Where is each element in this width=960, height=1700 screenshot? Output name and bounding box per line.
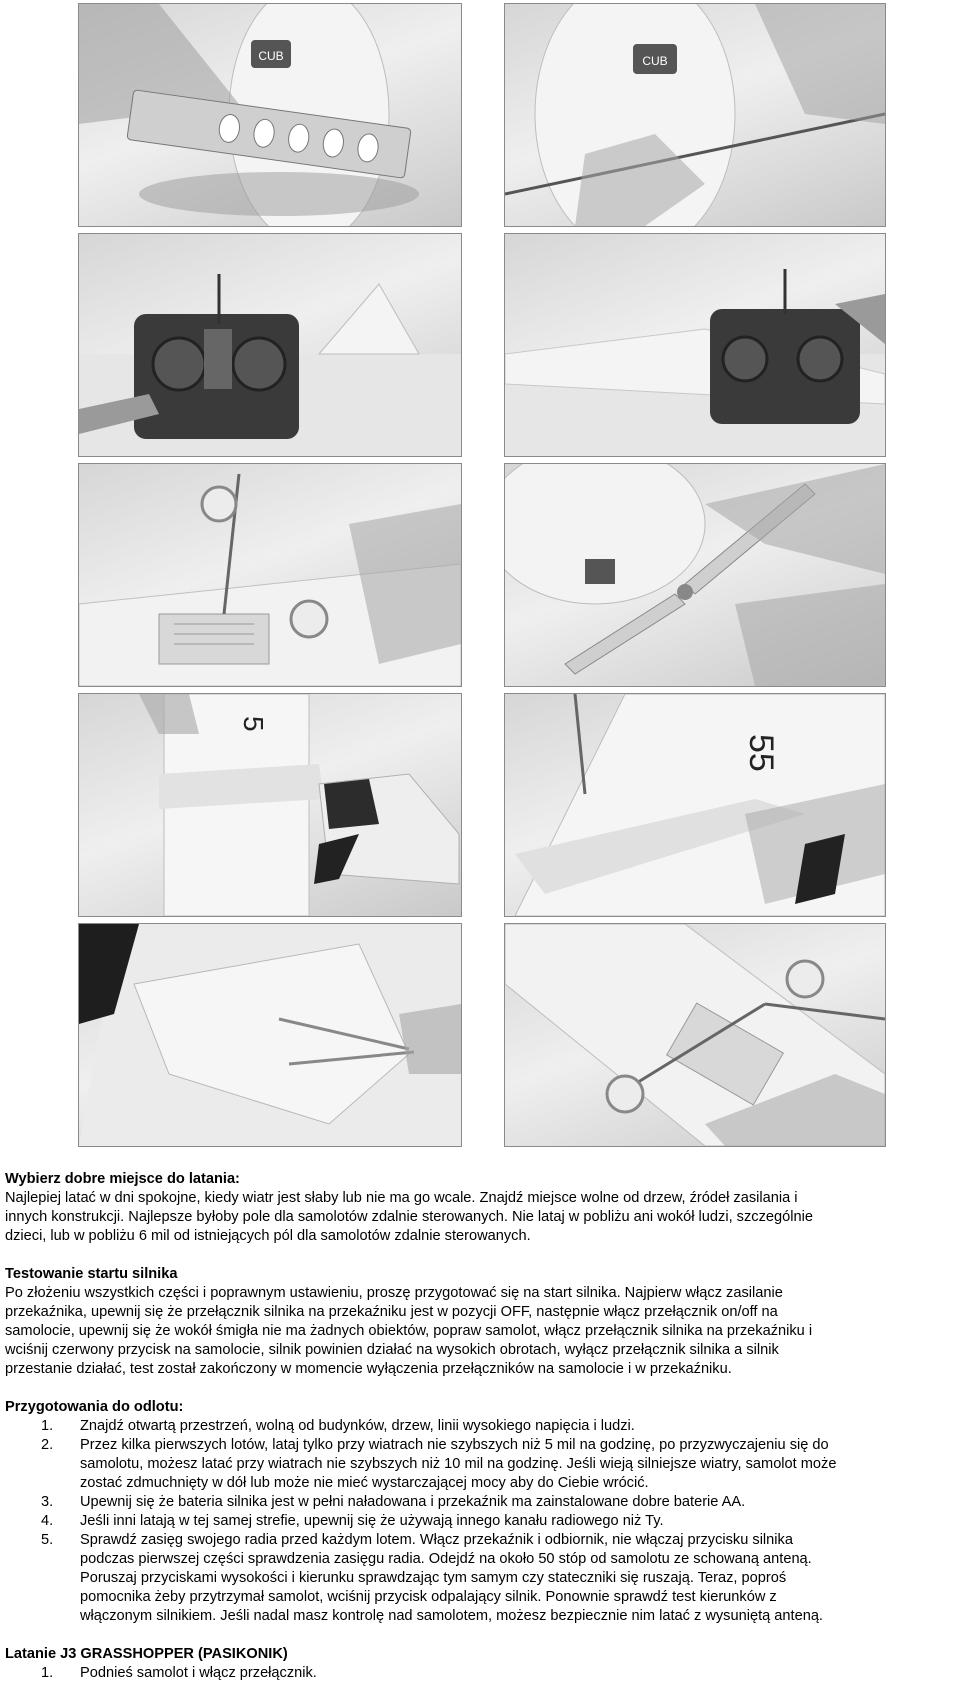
list-number: 1. [41,1665,54,1681]
heading-flying: Latanie J3 GRASSHOPPER (PASIKONIK) [5,1646,288,1662]
wing-number: 5 [238,716,269,732]
list-item [5,1493,950,1512]
list-number: 5. [41,1532,54,1548]
section-flying-place [5,1170,950,1246]
paragraph-line: samolocie, upewnij się że wokół śmigła nie ma żadnych obiektów, popraw samolot, włącz przełącznik silnika na przekaźniku i [5,1323,813,1339]
photo-landing-gear [78,463,462,687]
photo-icon [505,694,885,916]
heading-preflight: Przygotowania do odlotu: [5,1399,184,1415]
paragraph-line: wciśnij czerwony przycisk na samolocie, silnik powinien działać na wysokich obrotach, wyłącz przełącznik silnika a silnik [5,1342,779,1358]
logo-text: CUB [258,49,284,63]
paragraph-line: dzieci, lub w pobliżu 6 mil od istniejących pól dla samolotów zdalnie sterowanych. [5,1228,531,1244]
section-engine-test [5,1265,950,1379]
photo-tail-pushrod [504,3,886,227]
list-line: Poruszaj przyciskami wysokości i kierunku sprawdzając tym samym czy statecznikі się ruszają. Teraz, poproś [80,1570,787,1586]
heading-engine-test: Testowanie startu silnika [5,1266,178,1282]
list-item [5,1664,950,1683]
instructions [5,1170,950,1683]
flying-list [5,1664,950,1683]
photo-underside-gear [504,923,886,1147]
paragraph-line: przestanie działać, test został zakończony w momencie wyłączenia przełączników na samolocie i w przekaźniku. [5,1361,732,1377]
list-item [5,1417,950,1436]
list-item [5,1436,950,1493]
heading-flying-place: Wybierz dobre miejsce do latania: [5,1171,240,1187]
list-item [5,1512,950,1531]
spacer [5,1246,950,1265]
list-number: 3. [41,1494,54,1510]
photo-icon [505,924,885,1146]
list-number: 4. [41,1513,54,1529]
preflight-list [5,1417,950,1626]
photo-wing-55 [504,693,886,917]
photo-transmitter-plane [504,233,886,457]
spacer [5,1379,950,1398]
list-line: Przez kilka pierwszych lotów, lataj tylko przy wiatrach nie szybszych niż 5 mil na godzinę, po przyzwyczajeniu się do [80,1437,829,1453]
photo-icon [505,464,885,686]
photo-transmitter-tail [78,233,462,457]
list-line: włączonym silnikiem. Jeśli nadal masz kontrolę nad samolotem, możesz bezpiecznie nim latać z wysuniętą anteną. [80,1608,823,1624]
list-item [5,1531,950,1626]
list-line: Sprawdź zasięg swojego radia przed każdym lotem. Włącz przekaźnik i odbiornik, nie włączaj przycisku silnika [80,1532,793,1548]
photo-propeller [504,463,886,687]
list-line: pomocnika żeby przytrzymał samolot, wciśnij przycisk odpalający silnik. Ponownie sprawdź test kierunków z [80,1589,777,1605]
list-line: samolotu, możesz latać przy wiatrach nie szybszych niż 10 mil na godzinę. Jeśli wieją silniejsze wiatry, samolot może [80,1456,837,1472]
list-line: Upewnij się że bateria silnika jest w pełni naładowana i przekaźnik ma zainstalowane dobre baterie AA. [80,1494,746,1510]
photo-icon [79,924,461,1146]
paragraph-line: przekaźnika, upewnij się że przełącznik silnika na przekaźniku jest w pozycji OFF, następnie włącz przełącznik on/off na [5,1304,778,1320]
photo-tail-ruler [78,3,462,227]
paragraph-line: Po złożeniu wszystkich części i poprawnym ustawieniu, proszę przygotować się na start silnika. Najpierw włącz zasilanie [5,1285,783,1301]
photo-icon [505,234,885,456]
paragraph-line: innych konstrukcji. Najlepsze byłoby pole dla samolotów zdalnie sterowanych. Nie lataj w pobliżu ani wokół ludzi, szczególnie [5,1209,813,1225]
wing-number: 55 [742,734,780,772]
photo-wing-cockpit [78,693,462,917]
photo-icon [505,4,885,226]
list-line: podczas pierwszej części sprawdzenia zasięgu radia. Odejdź na około 50 stóp od samolotu ze schowaną anteną. [80,1551,812,1567]
photo-icon [79,4,461,226]
photo-icon [79,694,461,916]
list-line: Jeśli inni latają w tej samej strefie, upewnij się że używają innego kanału radiowego niż Ty. [80,1513,664,1529]
photo-wing-strut [78,923,462,1147]
logo-text: CUB [642,54,668,68]
list-line: Znajdź otwartą przestrzeń, wolną od budynków, drzew, linii wysokiego napięcia i ludzi. [80,1418,635,1434]
list-line: zostać zdmuchnięty w dół lub może nie mieć wystarczającej mocy aby do Ciebie wrócić. [80,1475,649,1491]
list-number: 2. [41,1437,54,1453]
section-preflight [5,1398,950,1626]
paragraph-line: Najlepiej latać w dni spokojne, kiedy wiatr jest słaby lub nie ma go wcale. Znajdź miejsce wolne od drzew, źródeł zasilania i [5,1190,798,1206]
list-number: 1. [41,1418,54,1434]
list-line: Podnieś samolot i włącz przełącznik. [80,1665,317,1681]
spacer [5,1626,950,1645]
photo-icon [79,464,461,686]
photo-icon [79,234,461,456]
section-flying [5,1645,950,1683]
